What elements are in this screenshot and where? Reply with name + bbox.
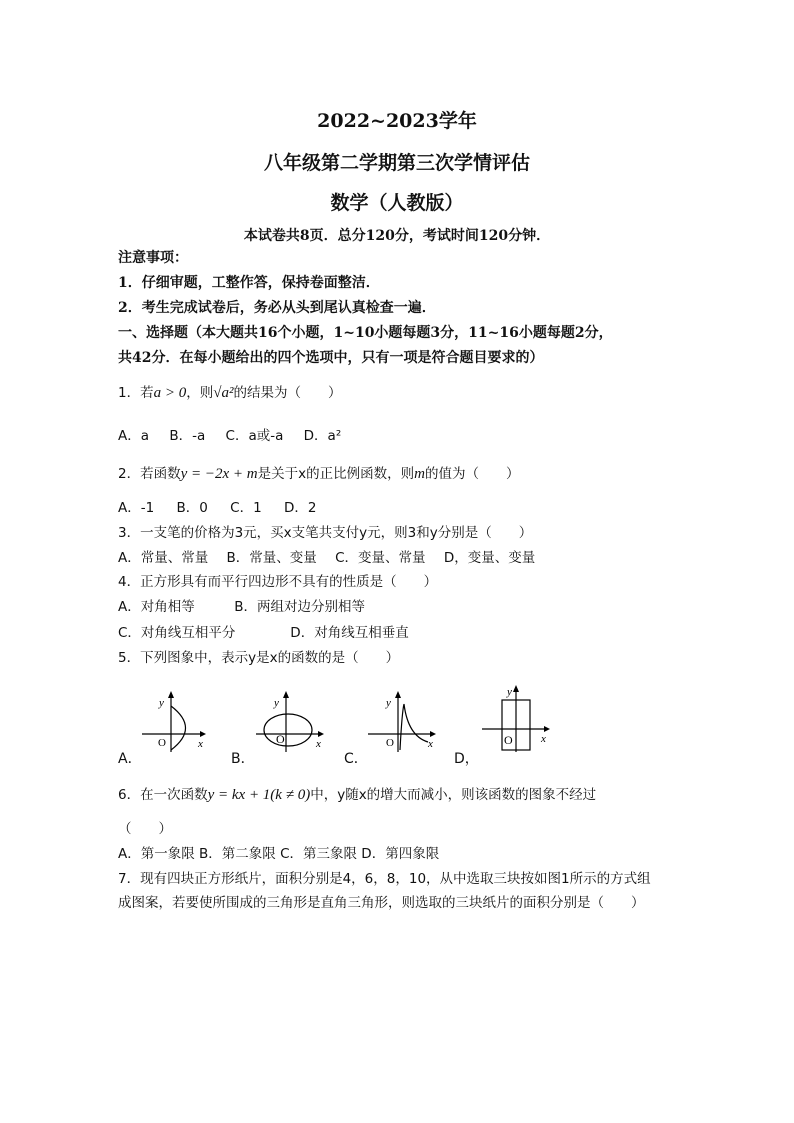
q2-mid: 是关于x的正比例函数，则	[257, 466, 415, 482]
q3-option-b: B．常量、变量	[226, 550, 317, 566]
q4-option-a: A．对角相等	[118, 599, 195, 615]
axis-y-label: y	[159, 697, 164, 709]
q4-options-row1	[118, 598, 365, 616]
origin-label: O	[276, 732, 285, 746]
q5-option-b-label: B．	[231, 751, 255, 767]
q3-option-d: D，变量、变量	[443, 550, 536, 566]
q1-option-d: D．a²	[303, 428, 342, 444]
q2-prefix: 2．若函数	[118, 466, 181, 482]
q2-suffix: 的值为（ ）	[424, 466, 520, 482]
axis-x-label: x	[198, 738, 203, 750]
q4-option-d: D．对角线互相垂直	[290, 625, 409, 641]
origin-label: O	[504, 733, 513, 747]
q5-option-d-label: D，	[454, 751, 479, 767]
question-5: 5．下列图象中，表示y是x的函数的是（ ）	[118, 650, 400, 666]
graph-d	[478, 682, 554, 756]
question-7: 7．现有四块正方形纸片，面积分别是4，6，8，10，从中选取三块按如图1所示的方式组	[118, 871, 651, 887]
q3-options	[118, 549, 535, 567]
q1-option-c: C．a或-a	[225, 428, 284, 444]
q1-expression: √a²	[213, 385, 234, 401]
q4-option-c: C．对角线互相平分	[118, 625, 236, 641]
question-2	[118, 465, 519, 483]
q1-condition: a > 0	[153, 385, 187, 401]
exam-year: 2022~2023学年	[317, 110, 477, 132]
q2-option-b: B．0	[176, 500, 208, 516]
q3-option-c: C．变量、常量	[335, 550, 426, 566]
section-heading: 一、选择题（本大题共16个小题，1~10小题每题3分，11~16小题每题2分，	[118, 325, 613, 341]
q1-suffix: 的结果为（ ）	[233, 385, 342, 401]
q5-option-c-label: C．	[344, 751, 368, 767]
question-1	[118, 384, 341, 402]
q2-options	[118, 499, 316, 517]
q1-mid: ，则	[186, 385, 214, 401]
q2-option-c: C．1	[230, 500, 262, 516]
axis-y-label: y	[386, 697, 391, 709]
q2-variable: m	[414, 466, 425, 482]
q6-prefix: 6．在一次函数	[118, 787, 208, 803]
question-6	[118, 786, 596, 804]
q4-option-b: B．两组对边分别相等	[234, 599, 366, 615]
origin-label: O	[158, 737, 166, 749]
axis-y-label: y	[274, 697, 279, 709]
axis-y-label: y	[507, 686, 512, 698]
origin-label: O	[386, 737, 394, 749]
exam-title: 八年级第二学期第三次学情评估	[263, 152, 530, 174]
note-item: 2．考生完成试卷后，务必从头到尾认真检查一遍．	[118, 300, 436, 316]
q3-option-a: A．常量、常量	[118, 550, 209, 566]
question-4: 4．正方形具有而平行四边形不具有的性质是（ ）	[118, 574, 438, 590]
q6-suffix: 中，y随x的增大而减小，则该函数的图象不经过	[310, 787, 597, 803]
exam-info: 本试卷共8页．总分120分，考试时间120分钟．	[243, 228, 551, 244]
question-3: 3．一支笔的价格为3元，买x支笔共支付y元，则3和y分别是（ ）	[118, 525, 533, 541]
q1-option-a: A．a	[118, 428, 150, 444]
q4-options-row2	[118, 624, 409, 642]
q1-prefix: 1．若	[118, 385, 154, 401]
q2-option-a: A．-1	[118, 500, 155, 516]
axis-x-label: x	[541, 733, 546, 745]
q6-function: y = kx + 1(k ≠ 0)	[207, 787, 311, 803]
q5-option-a-label: A．	[118, 751, 142, 767]
q6-answer-paren: （ ）	[118, 821, 172, 837]
graph-a	[138, 688, 210, 756]
q2-option-d: D．2	[283, 500, 317, 516]
q1-options	[118, 427, 341, 445]
axis-x-label: x	[316, 738, 321, 750]
exam-subject: 数学（人教版）	[330, 192, 464, 214]
axis-x-label: x	[428, 738, 433, 750]
graph-c	[364, 688, 440, 756]
note-item: 1．仔细审题，工整作答，保持卷面整洁．	[118, 275, 380, 291]
graph-b	[252, 688, 328, 756]
section-heading-cont: 共42分．在每小题给出的四个选项中，只有一项是符合题目要求的）	[118, 350, 544, 366]
notes-heading: 注意事项：	[118, 250, 188, 266]
question-7-cont: 成图案，若要使所围成的三角形是直角三角形，则选取的三块纸片的面积分别是（ ）	[118, 895, 645, 911]
q1-option-b: B．-a	[169, 428, 206, 444]
q2-function: y = −2x + m	[180, 466, 258, 482]
q6-options: A．第一象限 B．第二象限 C．第三象限 D．第四象限	[118, 846, 440, 862]
